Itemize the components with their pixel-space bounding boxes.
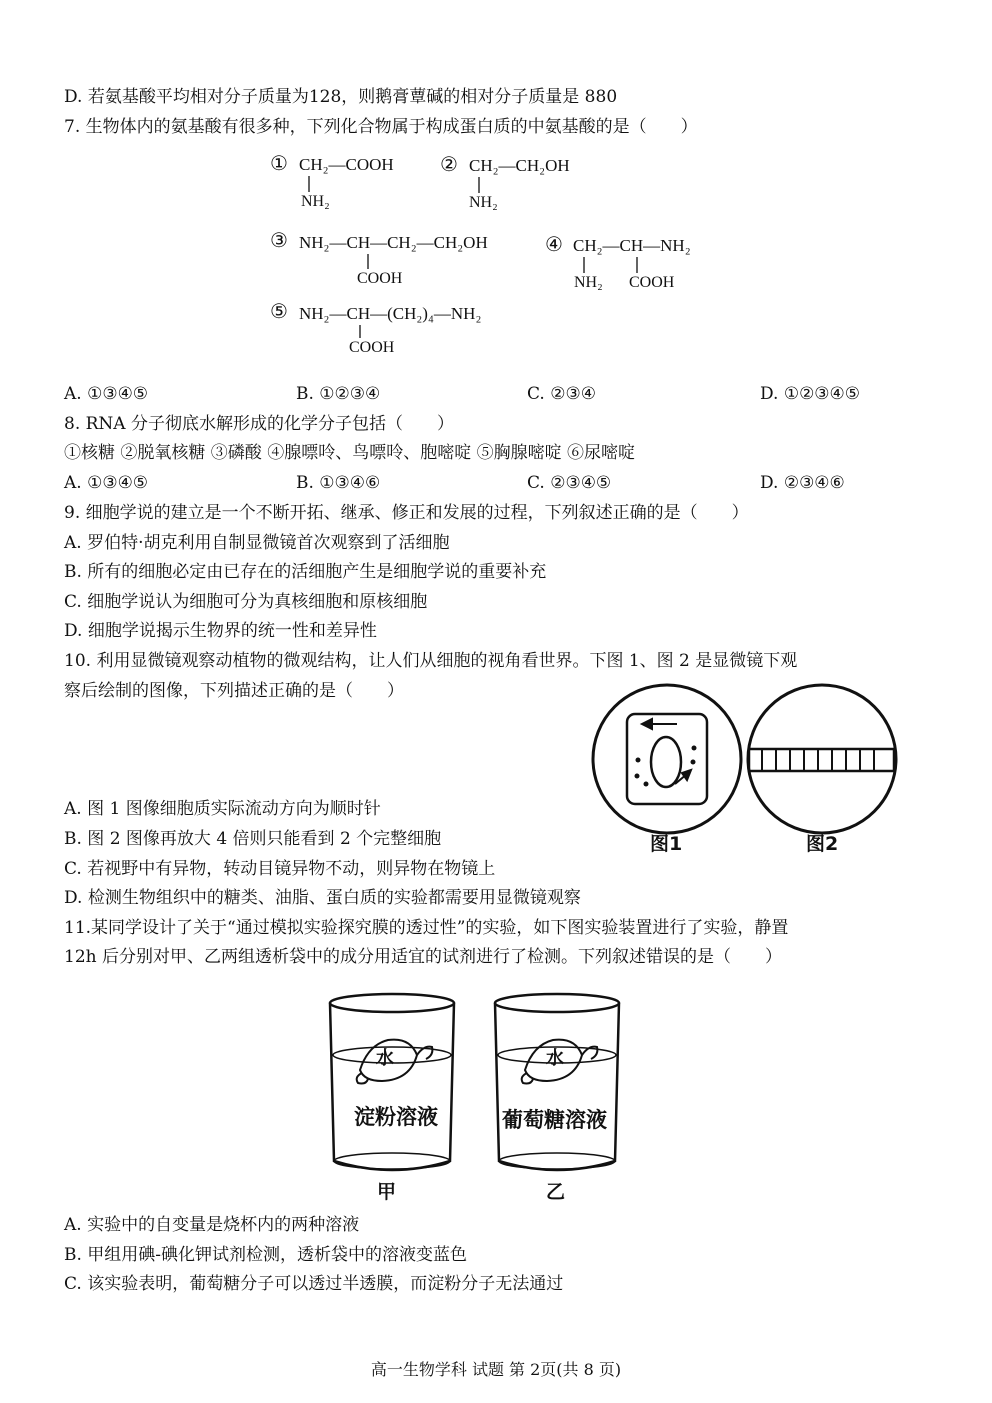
q11-option-c: C. 该实验表明，葡萄糖分子可以透过半透膜，而淀粉分子无法通过	[64, 1274, 564, 1294]
q8-stem: 8. RNA 分子彻底水解形成的化学分子包括（ ）	[64, 414, 454, 434]
compound-4-chain: CH₂—CH—NH₂	[573, 236, 691, 255]
q9-stem: 9. 细胞学说的建立是一个不断开拓、继承、修正和发展的过程，下列叙述正确的是（ ）	[64, 503, 749, 523]
q7-option-d: D. ①②③④⑤	[760, 384, 861, 404]
beaker-2	[495, 994, 619, 1170]
compound-3-chain: NH₂—CH—CH₂—CH₂OH	[299, 233, 488, 252]
figure-2-cell-walls	[762, 749, 874, 771]
beaker-1-solution-label: 淀粉溶液	[354, 1105, 438, 1129]
compound-bonds	[0, 0, 992, 400]
compound-1-chain: CH₂—COOH	[299, 155, 394, 174]
q6-option-d: D. 若氨基酸平均相对分子质量为128，则鹅膏蕈碱的相对分子质量是 880	[64, 87, 618, 107]
compound-3-number: ③	[270, 230, 288, 252]
q8-option-d: D. ②③④⑥	[760, 473, 845, 493]
q11-stem-line-1: 11.某同学设计了关于“通过模拟实验探究膜的透过性”的实验，如下图实验装置进行了实验，静置	[64, 918, 789, 938]
q7-option-a: A. ①③④⑤	[64, 384, 149, 404]
beaker-2-caption: 乙	[546, 1181, 566, 1203]
q8-option-b: B. ①③④⑥	[296, 473, 381, 493]
page-footer: 高一生物学科 试题 第 2页(共 8 页)	[370, 1360, 622, 1379]
compound-3-sub: COOH	[357, 270, 403, 287]
q10-option-d: D. 检测生物组织中的糖类、油脂、蛋白质的实验都需要用显微镜观察	[64, 888, 581, 908]
beaker-2-bag-label: 水	[546, 1048, 564, 1069]
q8-items: ①核糖 ②脱氧核糖 ③磷酸 ④腺嘌呤、鸟嘌呤、胞嘧啶 ⑤胸腺嘧啶 ⑥尿嘧啶	[64, 443, 636, 463]
q7-option-c: C. ②③④	[527, 384, 596, 404]
q10-stem-line-1: 10. 利用显微镜观察动植物的微观结构，让人们从细胞的视角看世界。下图 1、图 2 是显微镜下观	[64, 651, 798, 671]
compound-2-number: ②	[440, 154, 458, 176]
beaker-1	[330, 994, 454, 1170]
figure-1-cell-diagram	[593, 685, 741, 833]
q9-option-c: C. 细胞学说认为细胞可分为真核细胞和原核细胞	[64, 592, 428, 612]
dialysis-beakers	[322, 985, 652, 1185]
q7-option-b: B. ①②③④	[296, 384, 381, 404]
q9-option-b: B. 所有的细胞必定由已存在的活细胞产生是细胞学说的重要补充	[64, 562, 547, 582]
q10-stem-line-2: 察后绘制的图像，下列描述正确的是（ ）	[64, 681, 404, 701]
beaker-1-bag-label: 水	[376, 1048, 394, 1069]
compound-4-sub-2: COOH	[629, 274, 675, 291]
q8-option-c: C. ②③④⑤	[527, 473, 612, 493]
q9-option-d: D. 细胞学说揭示生物界的统一性和差异性	[64, 621, 377, 641]
q11-option-b: B. 甲组用碘-碘化钾试剂检测，透析袋中的溶液变蓝色	[64, 1245, 468, 1265]
q11-option-a: A. 实验中的自变量是烧杯内的两种溶液	[64, 1215, 360, 1235]
compound-4-sub-1: NH₂	[574, 274, 603, 291]
microscope-figures	[590, 692, 930, 822]
compound-2-sub: NH₂	[469, 194, 498, 211]
beaker-2-solution-label: 葡萄糖溶液	[502, 1108, 607, 1132]
q9-option-a: A. 罗伯特·胡克利用自制显微镜首次观察到了活细胞	[64, 533, 450, 553]
compound-1-number: ①	[270, 153, 288, 175]
q10-option-b: B. 图 2 图像再放大 4 倍则只能看到 2 个完整细胞	[64, 829, 442, 849]
figure-2-caption: 图2	[806, 833, 839, 855]
q7-stem: 7. 生物体内的氨基酸有很多种，下列化合物属于构成蛋白质的中氨基酸的是（ ）	[64, 117, 698, 137]
compound-2-chain: CH₂—CH₂OH	[469, 156, 570, 175]
beaker-1-caption: 甲	[377, 1181, 397, 1203]
q10-option-a: A. 图 1 图像细胞质实际流动方向为顺时针	[64, 799, 381, 819]
compound-5-number: ⑤	[270, 301, 288, 323]
q11-stem-line-2: 12h 后分别对甲、乙两组透析袋中的成分用适宜的试剂进行了检测。下列叙述错误的是（ ）	[64, 947, 782, 967]
compound-1-sub: NH₂	[301, 193, 330, 210]
figure-1-arrows	[642, 719, 691, 784]
q8-option-a: A. ①③④⑤	[64, 473, 149, 493]
compound-4-number: ④	[545, 234, 563, 256]
compound-5-sub: COOH	[349, 339, 395, 356]
q10-option-c: C. 若视野中有异物，转动目镜异物不动，则异物在物镜上	[64, 859, 496, 879]
compound-5-chain: NH₂—CH—(CH₂)₄—NH₂	[299, 304, 482, 323]
figure-1-caption: 图1	[650, 833, 683, 855]
